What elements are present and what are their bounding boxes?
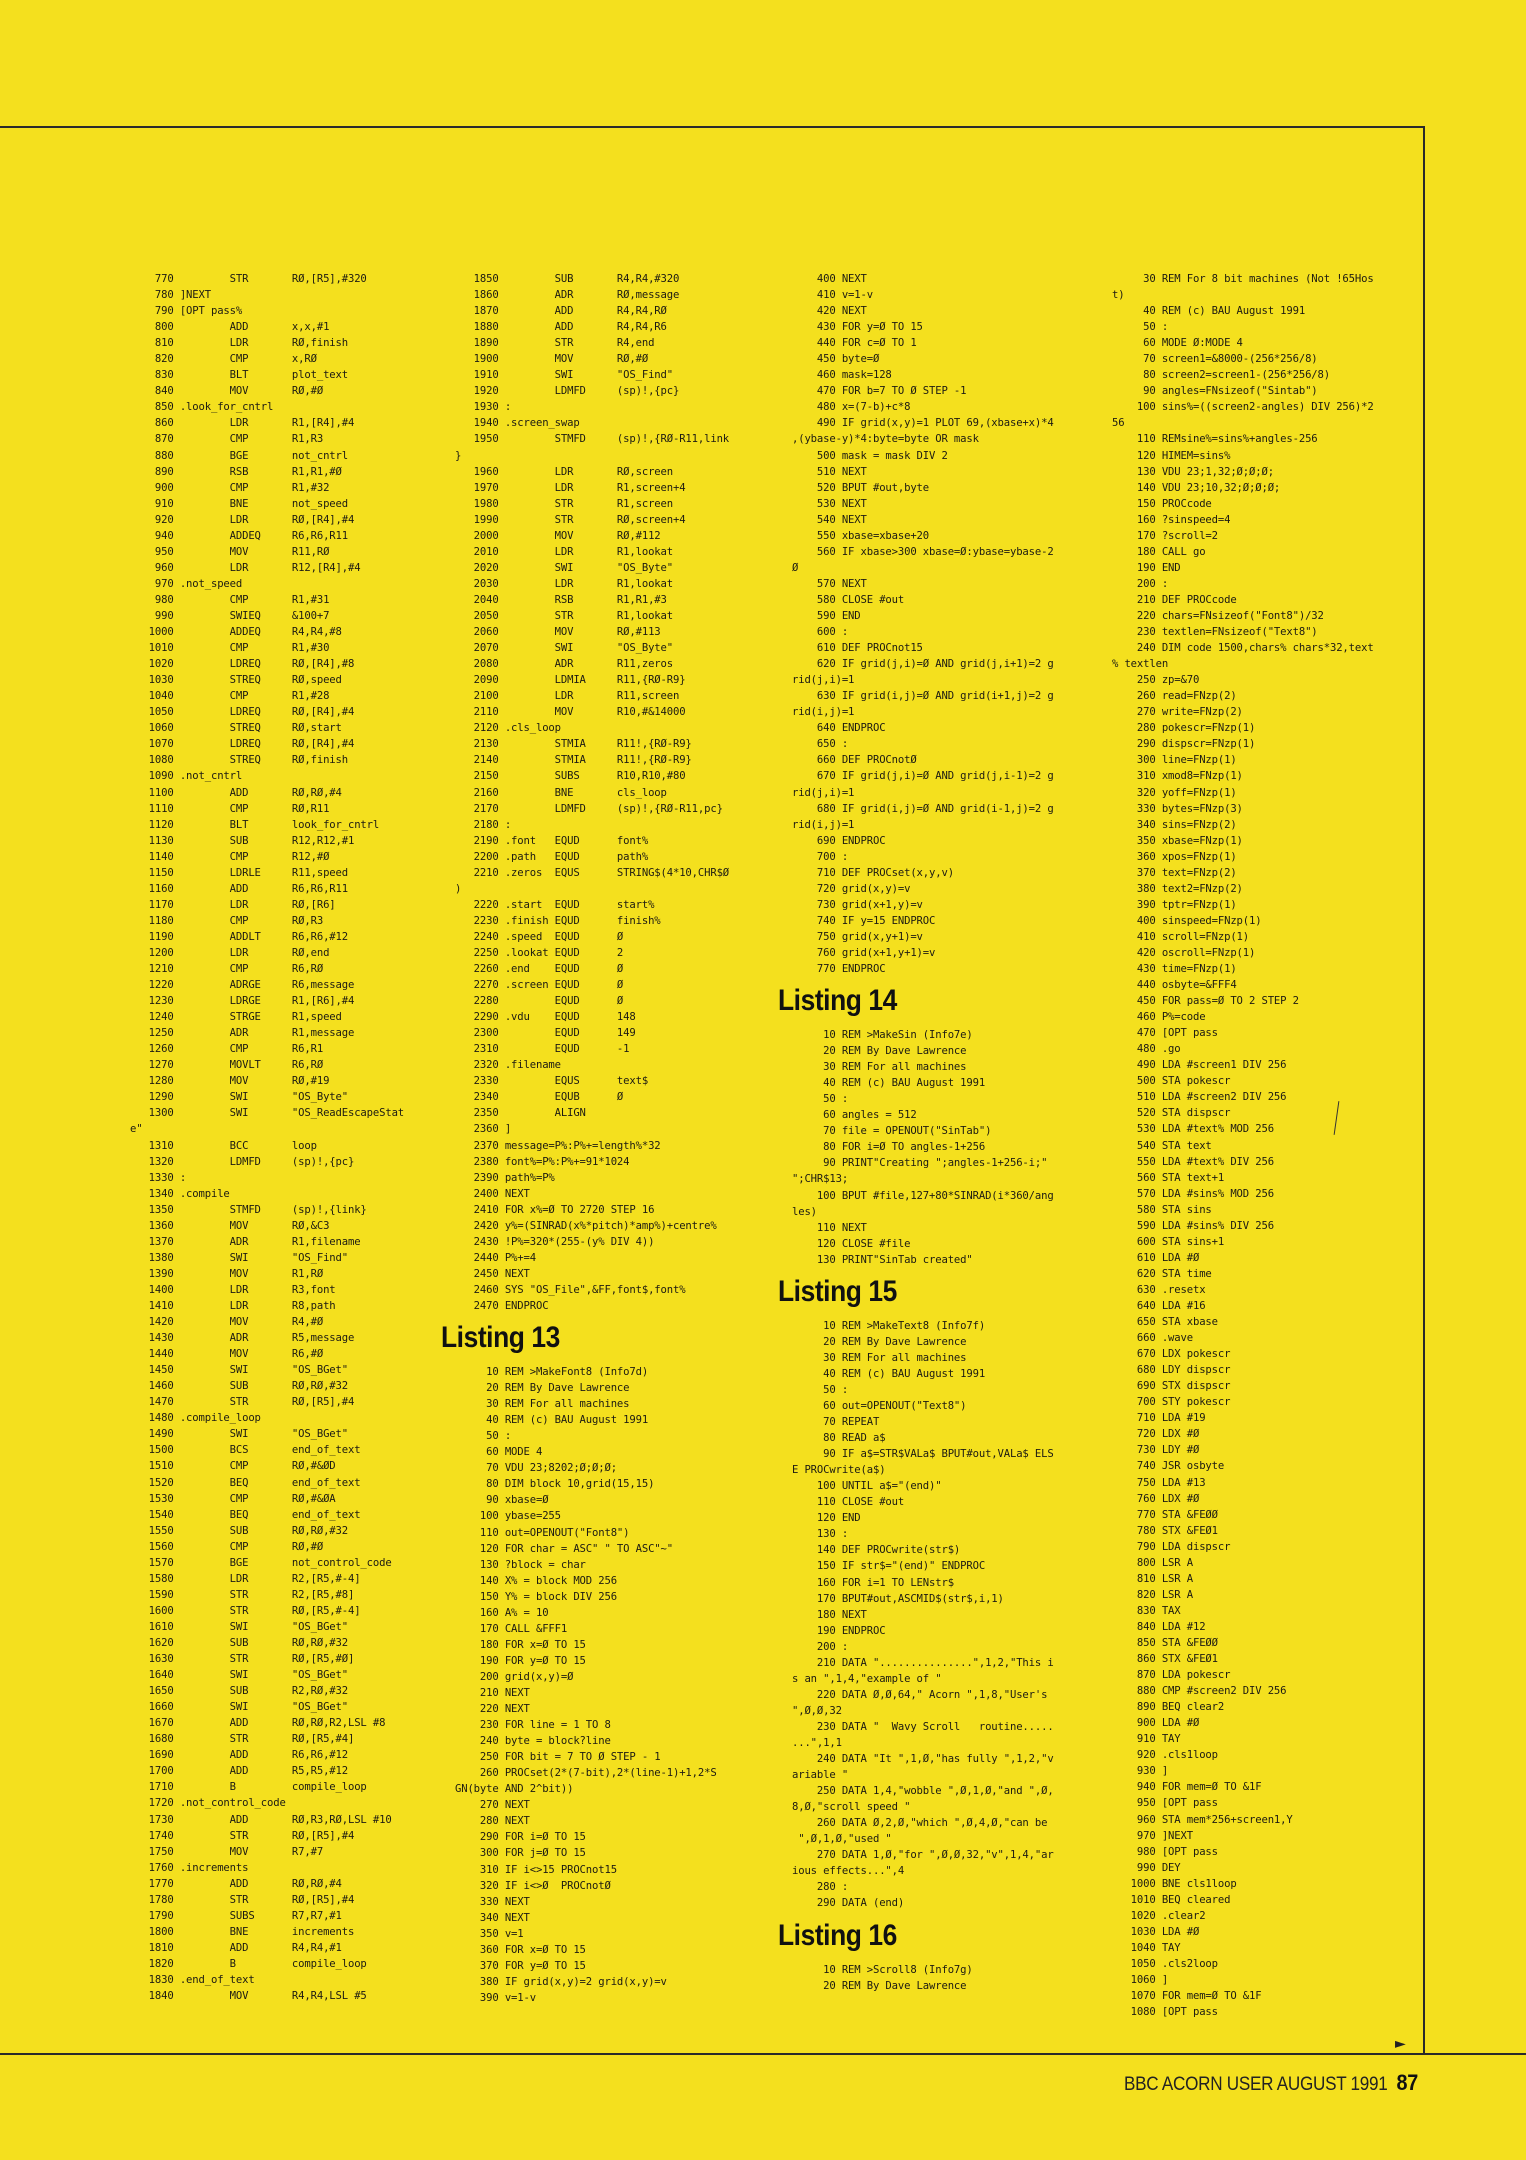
column-3 [778, 271, 1127, 1994]
listing-16-heading: Listing 16 [778, 1918, 897, 1952]
listing-16-code: 10 REM >Scroll8 (Info7g) 20 REM By Dave Lawrence [823, 1963, 973, 1992]
listing-12-code-part-2: 1850 SUB R4,R4,#320 1860 ADR RØ,message 1870 ADD R4,R4,RØ 1880 ADD R4,R4,R6 1890 STR R4,end 1900 MOV RØ,#Ø 1910 SWI "OS_Find" 1920 LDMFD (sp)!,{pc} 1930 : 1940 .screen_swap 1950 STMFD (sp)!,{RØ-R11,link } 1960 LDR RØ,screen 1970 LDR R1,screen+4 1980 STR R1,screen 1990 STR RØ,screen+4 2000 MOV RØ,#112 2010 LDR R1,lookat 2020 SWI "OS_Byte" 2030 LDR R1,lookat 2040 RSB R1,R1,#3 2050 STR R1,lookat 2060 MOV RØ,#113 2070 SWI "OS_Byte" 2080 ADR R11,zeros 2090 LDMIA R11,{RØ-R9} 2100 LDR R11,screen 2110 MOV R10,#&14000 2120 .cls_loop 2130 STMIA R11!,{RØ-R9} 2140 STMIA R11!,{RØ-R9} 2150 SUBS R10,R10,#80 2160 BNE cls_loop 2170 LDMFD (sp)!,{RØ-R11,pc} 2180 : 2190 .font EQUD font% 2200 .path EQUD path% 2210 .zeros EQUS STRING$(4*10,CHR$Ø ) 2220 .start EQUD start% 2230 .finish EQUD finish% 2240 .speed EQUD Ø 2250 .lookat EQUD 2 2260 .end EQUD Ø 2270 .screen EQUD Ø 2280 EQUD Ø 2290 .vdu EQUD 148 2300 EQUD 149 2310 EQUD -1 2320 .filename 2330 EQUS text$ 2340 EQUB Ø 2350 ALIGN 2360 ] 2370 message=P%:P%+=length%*32 2380 font%=P%:P%+=91*1024 2390 path%=P% 2400 NEXT 2410 FOR x%=Ø TO 2720 STEP 16 2420 y%=(SINRAD(x%*pitch)*amp%)+centre% 2430 !P%=320*(255-(y% DIV 4)) 2440 P%+=4 2450 NEXT 2460 SYS "OS_File",&FF,font$,font% 2470 ENDPROC [455, 273, 730, 1312]
top-rule [0, 126, 1424, 128]
listing-13-code: 10 REM >MakeFont8 (Info7d) 20 REM By Dave Lawrence 30 REM For all machines 40 REM (c) BAU August 1991 50 : 60 MODE 4 70 VDU 23;8202;Ø;Ø;Ø; 80 DIM block 10,grid(15,15) 90 xbase=Ø 100 ybase=255 110 out=OPENOUT("Font8") 120 FOR char = ASC" " TO ASC"~" 130 ?block = char 140 X% = block MOD 256 150 Y% = block DIV 256 160 A% = 10 170 CALL &FFF1 180 FOR x=Ø TO 15 190 FOR y=Ø TO 15 200 grid(x,y)=Ø 210 NEXT 220 NEXT 230 FOR line = 1 TO 8 240 byte = block?line 250 FOR bit = 7 TO Ø STEP - 1 260 PROCset(2*(7-bit),2*(line-1)+1,2*S GN(byte AND 2^bit)) 270 NEXT 280 NEXT 290 FOR i=Ø TO 15 300 FOR j=Ø TO 15 310 IF i<>15 PROCnot15 320 IF i<>Ø PROCnotØ 330 NEXT 340 NEXT 350 v=1 360 FOR x=Ø TO 15 370 FOR y=Ø TO 15 380 IF grid(x,y)=2 grid(x,y)=v 390 v=1-v [455, 1366, 717, 2004]
listing-12-code-part-1: 770 STR RØ,[R5],#320 780 ]NEXT 790 [OPT pass% 800 ADD x,x,#1 810 LDR RØ,finish 820 CMP x,RØ 830 BLT plot_text 840 MOV RØ,#Ø 850 .look_for_cntrl 860 LDR R1,[R4],#4 870 CMP R1,R3 880 BGE not_cntrl 890 RSB R1,R1,#Ø 900 CMP R1,#32 910 BNE not_speed 920 LDR RØ,[R4],#4 940 ADDEQ R6,R6,R11 950 MOV R11,RØ 960 LDR R12,[R4],#4 970 .not_speed 980 CMP R1,#31 990 SWIEQ &100+7 1000 ADDEQ R4,R4,#8 1010 CMP R1,#30 1020 LDREQ RØ,[R4],#8 1030 STREQ RØ,speed 1040 CMP R1,#28 1050 LDREQ RØ,[R4],#4 1060 STREQ RØ,start 1070 LDREQ RØ,[R4],#4 1080 STREQ RØ,finish 1090 .not_cntrl 1100 ADD RØ,RØ,#4 1110 CMP RØ,R11 1120 BLT look_for_cntrl 1130 SUB R12,R12,#1 1140 CMP R12,#Ø 1150 LDRLE R11,speed 1160 ADD R6,R6,R11 1170 LDR RØ,[R6] 1180 CMP RØ,R3 1190 ADDLT R6,R6,#12 1200 LDR RØ,end 1210 CMP R6,RØ 1220 ADRGE R6,message 1230 LDRGE R1,[R6],#4 1240 STRGE R1,speed 1250 ADR R1,message 1260 CMP R6,R1 1270 MOVLT R6,RØ 1280 MOV RØ,#19 1290 SWI "OS_Byte" 1300 SWI "OS_ReadEscapeStat e" 1310 BCC loop 1320 LDMFD (sp)!,{pc} 1330 : 1340 .compile 1350 STMFD (sp)!,{link} 1360 MOV RØ,&C3 1370 ADR R1,filename 1380 SWI "OS_Find" 1390 MOV R1,RØ 1400 LDR R3,font 1410 LDR R8,path 1420 MOV R4,#Ø 1430 ADR R5,message 1440 MOV R6,#Ø 1450 SWI "OS_BGet" 1460 SUB RØ,RØ,#32 1470 STR RØ,[R5],#4 1480 .compile_loop 1490 SWI "OS_BGet" 1500 BCS end_of_text 1510 CMP RØ,#&ØD 1520 BEQ end_of_text 1530 CMP RØ,#&ØA 1540 BEQ end_of_text 1550 SUB RØ,RØ,#32 1560 CMP RØ,#Ø 1570 BGE not_control_code 1580 LDR R2,[R5,#-4] 1590 STR R2,[R5,#8] 1600 STR RØ,[R5,#-4] 1610 SWI "OS_BGet" 1620 SUB RØ,RØ,#32 1630 STR RØ,[R5,#Ø] 1640 SWI "OS_BGet" 1650 SUB R2,RØ,#32 1660 SWI "OS_BGet" 1670 ADD RØ,RØ,R2,LSL #8 1680 STR RØ,[R5,#4] 1690 ADD R6,R6,#12 1700 ADD R5,R5,#12 1710 B compile_loop 1720 .not_control_code 1730 ADD RØ,R3,RØ,LSL #10 1740 STR RØ,[R5],#4 1750 MOV R7,#7 1760 .increments 1770 ADD RØ,RØ,#4 1780 STR RØ,[R5],#4 1790 SUBS R7,R7,#1 1800 BNE increments 1810 ADD R4,R4,#1 1820 B compile_loop 1830 .end_of_text 1840 MOV R4,R4,LSL #5 [130, 273, 405, 2003]
listing-15-heading: Listing 15 [778, 1274, 897, 1308]
column-4 [1112, 271, 1420, 2020]
column-2 [441, 271, 790, 2006]
right-rule [1423, 126, 1425, 2054]
continue-arrow-icon: ► [1395, 2036, 1406, 2052]
listing-16-code-continued: 30 REM For 8 bit machines (Not !65Hos t) 40 REM (c) BAU August 1991 50 : 60 MODE Ø:MODE 4 70 screen1=&8000-(256*256/8) 80 screen2=screen1-(256*256/8) 90 angles=FNsizeof("Sintab") 100 sins%=((screen2-angles) DIV 256)*2 56 110 REMsine%=sins%+angles-256 120 HIMEM=sins% 130 VDU 23;1,32;Ø;Ø;Ø; 140 VDU 23;10,32;Ø;Ø;Ø; 150 PROCcode 160 ?sinspeed=4 170 ?scroll=2 180 CALL go 190 END 200 : 210 DEF PROCcode 220 chars=FNsizeof("Font8")/32 230 textlen=FNsizeof("Text8") 240 DIM code 1500,chars% chars*32,text % textlen 250 zp=&70 260 read=FNzp(2) 270 write=FNzp(2) 280 pokescr=FNzp(1) 290 dispscr=FNzp(1) 300 line=FNzp(1) 310 xmod8=FNzp(1) 320 yoff=FNzp(1) 330 bytes=FNzp(3) 340 sins=FNzp(2) 350 xbase=FNzp(1) 360 xpos=FNzp(1) 370 text=FNzp(2) 380 text2=FNzp(2) 390 tptr=FNzp(1) 400 sinspeed=FNzp(1) 410 scroll=FNzp(1) 420 oscroll=FNzp(1) 430 time=FNzp(1) 440 osbyte=&FFF4 450 FOR pass=Ø TO 2 STEP 2 460 P%=code 470 [OPT pass 480 .go 490 LDA #screen1 DIV 256 500 STA pokescr 510 LDA #screen2 DIV 256 520 STA dispscr 530 LDA #text% MOD 256 540 STA text 550 LDA #text% DIV 256 560 STA text+1 570 LDA #sins% MOD 256 580 STA sins 590 LDA #sins% DIV 256 600 STA sins+1 610 LDA #Ø 620 STA time 630 .resetx 640 LDA #16 650 STA xbase 660 .wave 670 LDX pokescr 680 LDY dispscr 690 STX dispscr 700 STY pokescr 710 LDA #19 720 LDX #Ø 730 LDY #Ø 740 JSR osbyte 750 LDA #13 760 LDX #Ø 770 STA &FEØØ 780 STX &FEØ1 790 LDA dispscr 800 LSR A 810 LSR A 820 LSR A 830 TAX 840 LDA #12 850 STA &FEØØ 860 STX &FEØ1 870 LDA pokescr 880 CMP #screen2 DIV 256 890 BEQ clear2 900 LDA #Ø 910 TAY 920 .cls1loop 930 ] 940 FOR mem=Ø TO &1F 950 [OPT pass 960 STA mem*256+screen1,Y 970 ]NEXT 980 [OPT pass 990 DEY 1000 BNE cls1loop 1010 BEQ cleared 1020 .clear2 1030 LDA #Ø 1040 TAY 1050 .cls2loop 1060 ] 1070 FOR mem=Ø TO &1F 1080 [OPT pass [1112, 273, 1374, 2019]
listing-15-code: 10 REM >MakeText8 (Info7f) 20 REM By Dave Lawrence 30 REM For all machines 40 REM (c) BAU August 1991 50 : 60 out=OPENOUT("Text8") 70 REPEAT 80 READ a$ 90 IF a$=STR$VALa$ BPUT#out,VALa$ ELS E PROCwrite(a$) 100 UNTIL a$="(end)" 110 CLOSE #out 120 END 130 : 140 DEF PROCwrite(str$) 150 IF str$="(end)" ENDPROC 160 FOR i=1 TO LENstr$ 170 BPUT#out,ASCMID$(str$,i,1) 180 NEXT 190 ENDPROC 200 : 210 DATA "...............",1,2,"This i s an ",1,4,"example of " 220 DATA Ø,Ø,64," Acorn ",1,8,"User's ",Ø,Ø,32 230 DATA " Wavy Scroll routine..... ...",1,1 240 DATA "It ",1,Ø,"has fully ",1,2,"v ariable " 250 DATA 1,4,"wobble ",Ø,1,Ø,"and ",Ø, 8,Ø,"scroll speed " 260 DATA Ø,2,Ø,"which ",Ø,4,Ø,"can be ",Ø,1,Ø,"used " 270 DATA 1,Ø,"for ",Ø,Ø,32,"v",1,4,"ar ious effects...",4 280 : 290 DATA (end) [792, 1319, 1054, 1910]
page-footer [1124, 2070, 1418, 2096]
listing-13-heading: Listing 13 [441, 1321, 560, 1355]
listing-14-code: 10 REM >MakeSin (Info7e) 20 REM By Dave Lawrence 30 REM For all machines 40 REM (c) BAU August 1991 50 : 60 angles = 512 70 file = OPENOUT("SinTab") 80 FOR i=Ø TO angles-1+256 90 PRINT"Creating ";angles-1+256-i;" ";CHR$13; 100 BPUT #file,127+80*SINRAD(i*360/ang les) 110 NEXT 120 CLOSE #file 130 PRINT"SinTab created" [792, 1029, 1054, 1266]
column-1 [130, 271, 448, 2004]
publication-name: BBC ACORN USER AUGUST 1991 [1124, 2074, 1388, 2095]
bottom-rule [0, 2053, 1526, 2055]
listing-13-code-continued: 400 NEXT 410 v=1-v 420 NEXT 430 FOR y=Ø TO 15 440 FOR c=Ø TO 1 450 byte=Ø 460 mask=128 470 FOR b=7 TO Ø STEP -1 480 x=(7-b)+c*8 490 IF grid(x,y)=1 PLOT 69,(xbase+x)*4 ,(ybase-y)*4:byte=byte OR mask 500 mask = mask DIV 2 510 NEXT 520 BPUT #out,byte 530 NEXT 540 NEXT 550 xbase=xbase+20 560 IF xbase>300 xbase=Ø:ybase=ybase-2 Ø 570 NEXT 580 CLOSE #out 590 END 600 : 610 DEF PROCnot15 620 IF grid(j,i)=Ø AND grid(j,i+1)=2 g rid(j,i)=1 630 IF grid(i,j)=Ø AND grid(i+1,j)=2 g rid(i,j)=1 640 ENDPROC 650 : 660 DEF PROCnotØ 670 IF grid(j,i)=Ø AND grid(j,i-1)=2 g rid(j,i)=1 680 IF grid(i,j)=Ø AND grid(i-1,j)=2 g rid(i,j)=1 690 ENDPROC 700 : 710 DEF PROCset(x,y,v) 720 grid(x,y)=v 730 grid(x+1,y)=v 740 IF y=15 ENDPROC 750 grid(x,y+1)=v 760 grid(x+1,y+1)=v 770 ENDPROC [792, 273, 1054, 976]
listing-14-heading: Listing 14 [778, 984, 897, 1018]
page-number: 87 [1396, 2070, 1419, 2095]
